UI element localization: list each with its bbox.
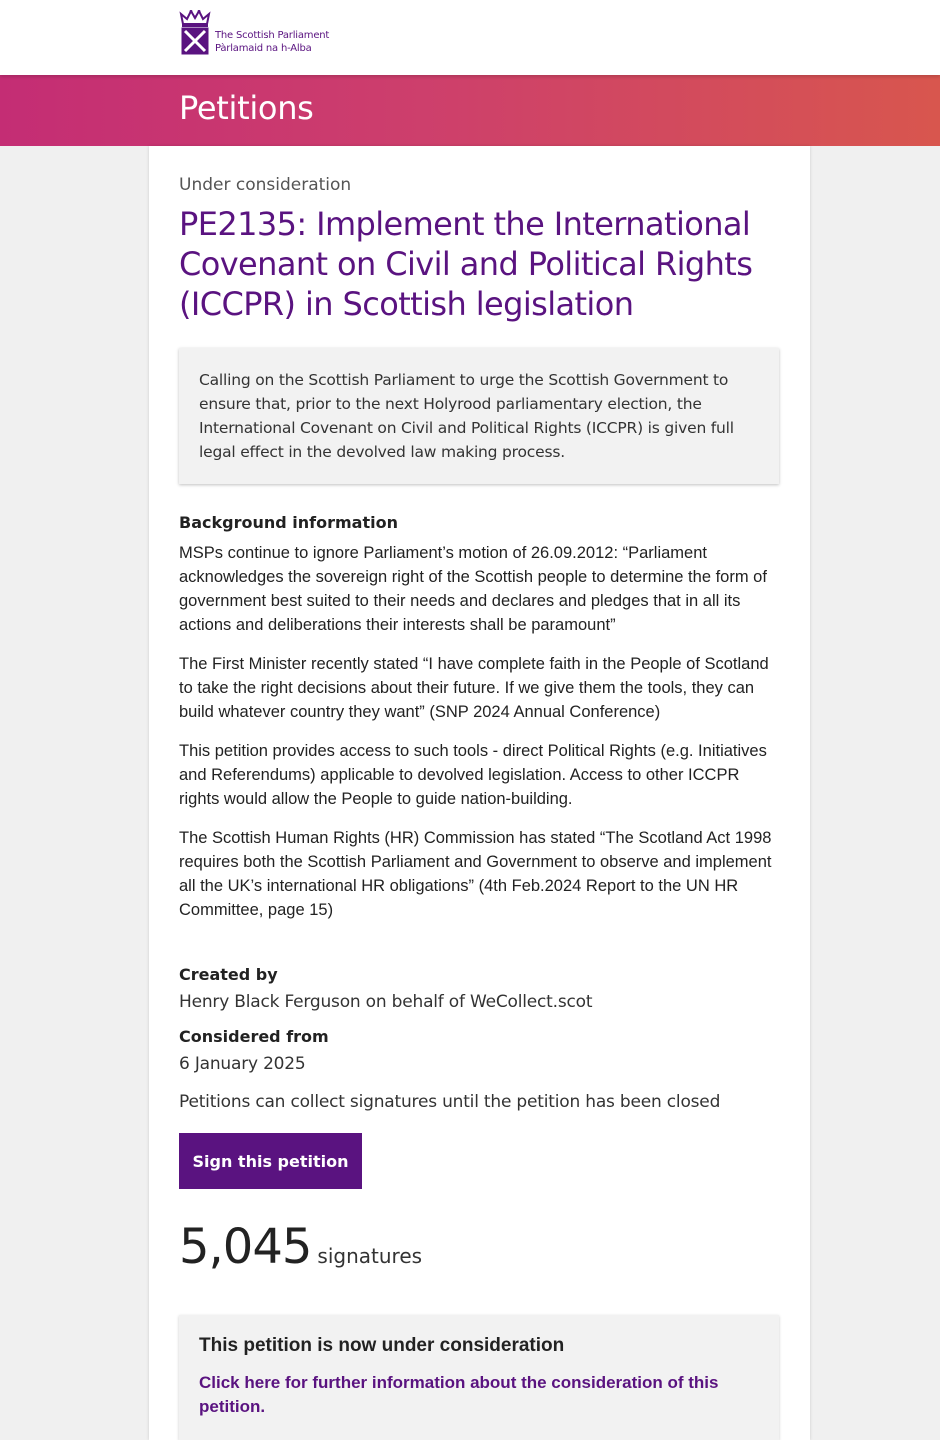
considered-from-label: Considered from (179, 1027, 329, 1046)
banner-title: Petitions (179, 89, 314, 127)
petition-status: Under consideration (179, 175, 352, 195)
sign-petition-button[interactable]: Sign this petition (179, 1133, 362, 1189)
petitions-banner (0, 75, 940, 146)
created-by-label: Created by (179, 965, 278, 984)
petition-summary: Calling on the Scottish Parliament to urge the Scottish Government to ensure that, prior to the next Holyrood parliamentary election, the International Covenant on Civil and Political Rights (ICCPR) is given full legal effect in the devolved law making process. (179, 348, 779, 484)
consideration-info-link[interactable]: Click here for further information about the consideration of this petition. (199, 1373, 719, 1416)
site-header (0, 0, 940, 75)
consideration-notice (179, 1315, 779, 1440)
logo-line-english: The Scottish Parliament (215, 30, 330, 41)
petition-card (149, 146, 810, 1440)
considered-from-value: 6 January 2025 (179, 1054, 306, 1074)
petition-title: PE2135: Implement the International Covenant on Civil and Political Rights (ICCPR) in Scottish legislation (179, 205, 753, 323)
background-paragraph: The Scottish Human Rights (HR) Commission has stated “The Scotland Act 1998 requires both the Scottish Parliament and Government to observe and implement all the UK’s international HR obligations” (4th Feb.2024 Report to the UN HR Committee, page 15) (179, 829, 772, 919)
background-paragraph: MSPs continue to ignore Parliament’s motion of 26.09.2012: “Parliament acknowledges the sovereign right of the Scottish people to determine the form of government best suited to their needs and declares and pledges that in all its actions and deliberations their interests shall be paramount” (179, 544, 767, 634)
signature-label: signatures (317, 1244, 423, 1268)
background-paragraph: The First Minister recently stated “I have complete faith in the People of Scotland to take the right decisions about their future. If we give them the tools, they can build whatever country they want” (SNP 2024 Annual Conference) (179, 655, 769, 721)
consideration-heading: This petition is now under consideration (199, 1335, 565, 1356)
logo-line-gaelic: Pàrlamaid na h-Alba (215, 43, 312, 54)
signature-counter (179, 1219, 422, 1275)
created-by-value: Henry Black Ferguson on behalf of WeCollect.scot (179, 992, 593, 1012)
background-paragraph: This petition provides access to such tools - direct Political Rights (e.g. Initiatives and Referendums) applicable to devolved legislation. Access to other ICCPR rights would allow the People to guide nation-building. (179, 742, 767, 808)
collect-signatures-note: Petitions can collect signatures until the petition has been closed (179, 1092, 721, 1112)
crown-saltire-icon (179, 10, 211, 55)
background-text (179, 541, 779, 937)
signature-count: 5,045 (179, 1219, 312, 1275)
scottish-parliament-logo[interactable] (179, 10, 329, 55)
background-label: Background information (179, 513, 398, 532)
logo-text (215, 29, 329, 55)
